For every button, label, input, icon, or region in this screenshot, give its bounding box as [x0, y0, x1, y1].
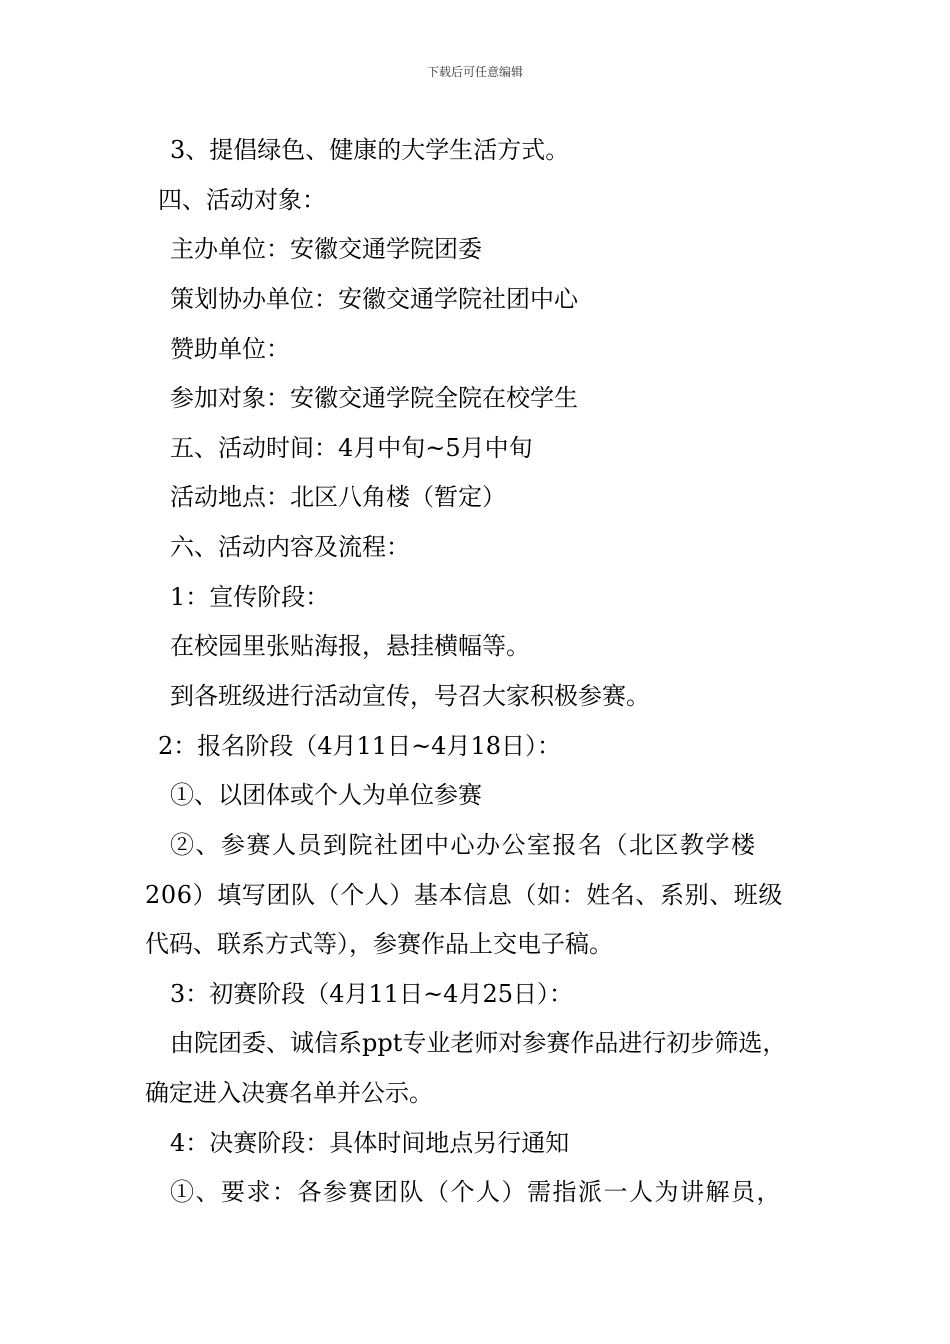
text-line: 由院团委、诚信系ppt专业老师对参赛作品进行初步筛选，: [170, 1029, 787, 1057]
section-heading: 四、活动对象：: [158, 186, 326, 214]
section-heading: 五、活动时间：4月中旬~5月中旬: [170, 434, 533, 462]
text-line: 206）填写团队（个人）基本信息（如：姓名、系别、班级: [145, 881, 784, 909]
text-line: 3、提倡绿色、健康的大学生活方式。: [170, 136, 570, 164]
text-line: 主办单位：安徽交通学院团委: [170, 235, 482, 263]
text-line: ②、参赛人员到院社团中心办公室报名（北区教学楼: [170, 831, 757, 859]
text-line: ①、以团体或个人为单位参赛: [170, 781, 482, 809]
text-line: 1：宣传阶段：: [170, 583, 330, 611]
text-line: 策划协办单位：安徽交通学院社团中心: [170, 285, 578, 313]
text-line: 2：报名阶段（4月11日~4月18日）：: [158, 732, 561, 760]
text-line: 确定进入决赛名单并公示。: [145, 1079, 433, 1107]
text-line: 活动地点：北区八角楼（暂定）: [170, 483, 506, 511]
text-line: ①、要求：各参赛团队（个人）需指派一人为讲解员，: [170, 1178, 782, 1206]
section-heading: 六、活动内容及流程：: [170, 533, 410, 561]
text-line: 到各班级进行活动宣传，号召大家积极参赛。: [170, 682, 650, 710]
text-line: 代码、联系方式等），参赛作品上交电子稿。: [145, 930, 613, 958]
page-header: 下载后可任意编辑: [426, 65, 523, 79]
text-line: 参加对象：安徽交通学院全院在校学生: [170, 384, 578, 412]
text-line: 4：决赛阶段：具体时间地点另行通知: [170, 1129, 570, 1157]
text-line: 3：初赛阶段（4月11日~4月25日）：: [170, 980, 573, 1008]
text-line: 在校园里张贴海报，悬挂横幅等。: [170, 632, 530, 660]
text-line: 赞助单位：: [170, 335, 290, 363]
